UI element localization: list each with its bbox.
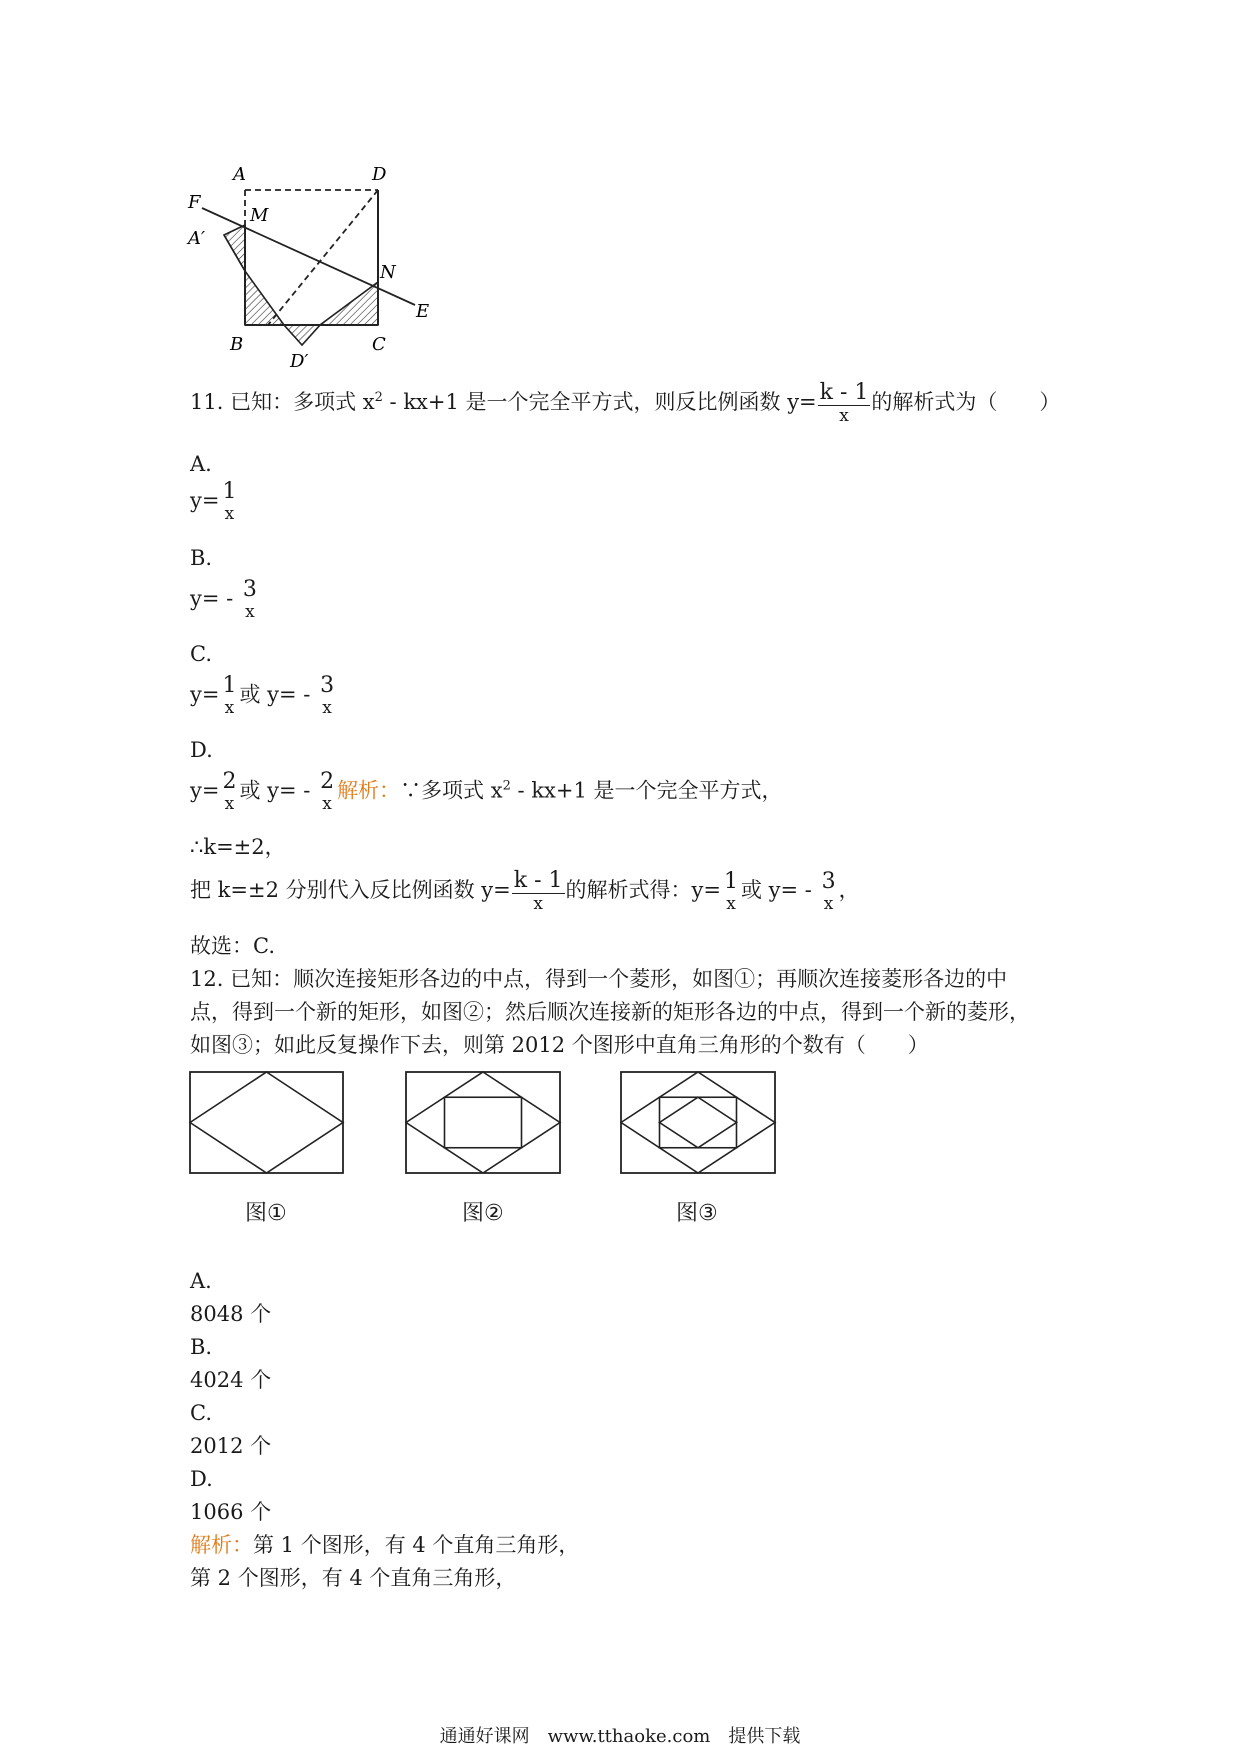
- q11-option-b: [190, 578, 260, 622]
- q11-analysis-2: ∴k=±2，: [190, 835, 286, 859]
- q12-analysis-label: 解析：: [190, 1533, 253, 1557]
- q12-figure-3: [620, 1071, 777, 1176]
- label-M: M: [250, 205, 269, 226]
- analysis-fraction-2: [722, 870, 740, 914]
- label-A-prime: A′: [188, 228, 206, 249]
- q12-analysis-1: [190, 1531, 579, 1559]
- option-mid: 或 y= -: [239, 682, 318, 707]
- q11-stem-post: 的解析式为（ ）: [871, 390, 1061, 414]
- fraction-denominator: x: [726, 893, 736, 914]
- option-fraction-1: [220, 770, 238, 814]
- option-fraction: [241, 578, 259, 622]
- label-F: F: [188, 192, 201, 213]
- option-fraction: [220, 480, 238, 524]
- analysis-mid-2: 或 y= -: [740, 878, 819, 902]
- q12-option-d: 1066 个: [190, 1500, 272, 1524]
- q11-analysis-3: [190, 869, 860, 914]
- q12-option-c: 2012 个: [190, 1434, 272, 1458]
- q11-option-d-label: D.: [190, 738, 213, 762]
- fraction-denominator: x: [533, 894, 543, 914]
- fraction-numerator: 1: [723, 868, 738, 894]
- option-pre: y=: [190, 488, 220, 513]
- q11-option-c-label: C.: [190, 642, 212, 666]
- analysis-mid: 的解析式得：y=: [565, 878, 721, 902]
- q12-analysis-1-text: 第 1 个图形，有 4 个直角三角形，: [253, 1533, 580, 1557]
- q12-option-b-label: B.: [190, 1335, 213, 1359]
- fraction-denominator: x: [322, 794, 332, 814]
- fraction-denominator: x: [322, 698, 332, 718]
- fraction-numerator: 3: [242, 577, 257, 602]
- q12-option-a-label: A.: [190, 1269, 212, 1293]
- fraction-numerator: k - 1: [513, 868, 563, 893]
- q11-analysis-1-post: - kx+1 是一个完全平方式，: [510, 778, 783, 803]
- fraction-numerator: k - 1: [819, 380, 869, 405]
- q11-option-c: [190, 674, 337, 718]
- label-B: B: [230, 334, 244, 355]
- fraction-numerator: 2: [320, 769, 335, 794]
- q11-analysis-1-pre: ∵多项式 x: [400, 778, 503, 803]
- q11-analysis-1-exp: 2: [502, 778, 511, 794]
- option-mid: 或 y= -: [239, 778, 318, 803]
- q11-stem-mid: - kx+1 是一个完全平方式，则反比例函数 y=: [382, 390, 817, 414]
- q11-analysis-label: 解析：: [337, 778, 401, 803]
- label-D-prime: D′: [290, 351, 309, 370]
- option-pre: y=: [190, 682, 220, 707]
- analysis-post: ，: [838, 878, 860, 902]
- q11-stem-exp: 2: [374, 390, 383, 405]
- option-fraction-1: [220, 674, 238, 718]
- q12-option-b: 4024 个: [190, 1368, 272, 1392]
- fraction-numerator: 1: [222, 673, 237, 698]
- label-D: D: [372, 164, 387, 185]
- q12-option-a: 8048 个: [190, 1302, 272, 1326]
- label-C: C: [372, 334, 386, 355]
- q11-option-a-label: A.: [190, 452, 212, 476]
- q12-fig-label-3: 图③: [676, 1201, 718, 1226]
- analysis-fraction-1: [512, 869, 565, 914]
- q11-option-a: [190, 480, 239, 524]
- analysis-pre: 把 k=±2 分别代入反比例函数 y=: [190, 878, 511, 902]
- q12-analysis-2: 第 2 个图形，有 4 个直角三角形，: [190, 1566, 517, 1590]
- label-N: N: [380, 262, 396, 283]
- q11-option-b-label: B.: [190, 546, 213, 570]
- q12-option-c-label: C.: [190, 1401, 212, 1425]
- q11-option-d-and-analysis: [190, 770, 783, 814]
- q12-fig-label-2: 图②: [462, 1201, 504, 1226]
- q11-stem: [190, 381, 1060, 426]
- analysis-fraction-3: [820, 870, 838, 914]
- q12-stem-3: 如图③；如此反复操作下去，则第 2012 个图形中直角三角形的个数有（ ）: [190, 1033, 929, 1057]
- fraction-denominator: x: [823, 893, 834, 914]
- fraction-denominator: x: [224, 504, 235, 524]
- option-pre: y= -: [190, 586, 240, 611]
- fraction-denominator: x: [839, 406, 849, 426]
- q11-stem-fraction: [818, 381, 871, 426]
- option-fraction-2: [318, 674, 336, 718]
- fraction-numerator: 3: [821, 868, 836, 894]
- q12-stem-1: 12. 已知：顺次连接矩形各边的中点，得到一个菱形，如图①；再顺次连接菱形各边的中: [190, 967, 1008, 991]
- fraction-numerator: 2: [222, 769, 237, 794]
- geometry-figure: [180, 155, 450, 370]
- fraction-denominator: x: [224, 698, 235, 718]
- fraction-numerator: 3: [320, 673, 335, 698]
- fraction-denominator: x: [224, 794, 235, 814]
- q12-figure-1: [189, 1071, 345, 1176]
- q12-fig-label-1: 图①: [245, 1201, 287, 1226]
- option-fraction-2: [318, 770, 336, 814]
- fraction-denominator: x: [245, 602, 255, 622]
- fraction-numerator: 1: [222, 479, 237, 504]
- q12-option-d-label: D.: [190, 1467, 213, 1491]
- page-footer: 通通好课网 www.tthaoke.com 提供下载: [439, 1726, 801, 1747]
- q11-stem-pre: 11. 已知：多项式 x: [190, 390, 375, 414]
- label-A: A: [233, 164, 246, 185]
- q12-figure-2: [405, 1071, 562, 1176]
- option-pre: y=: [190, 778, 220, 803]
- label-E: E: [416, 301, 430, 322]
- q12-stem-2: 点，得到一个新的矩形，如图②；然后顺次连接新的矩形各边的中点，得到一个新的菱形，: [190, 1000, 1030, 1024]
- q11-answer: 故选：C.: [190, 934, 275, 958]
